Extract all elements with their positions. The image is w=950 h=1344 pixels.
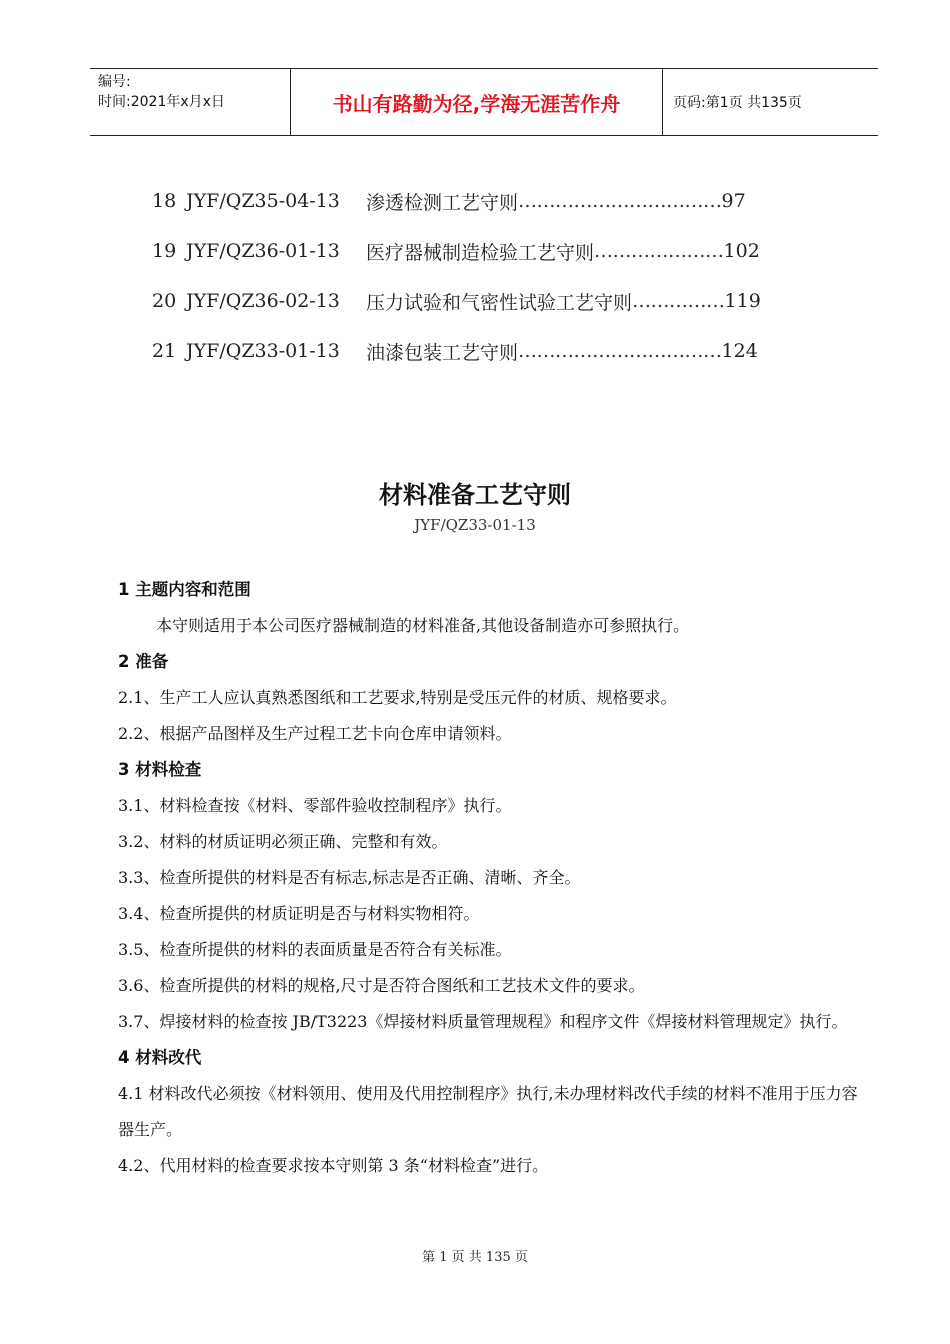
paragraph: 3.2、材料的材质证明必须正确、完整和有效。 bbox=[118, 832, 448, 851]
paragraph: 3.3、检查所提供的材料是否有标志,标志是否正确、清晰、齐全。 bbox=[118, 868, 581, 887]
header-page-label: 页码:第1页 共135页 bbox=[673, 95, 802, 111]
document-code: JYF/QZ33-01-13 bbox=[414, 516, 536, 534]
toc-code: JYF/QZ36-02-13 bbox=[186, 290, 340, 312]
toc-row[interactable] bbox=[152, 226, 761, 276]
toc-leader: …………… bbox=[632, 290, 725, 312]
paragraph: 4.1 材料改代必须按《材料领用、使用及代用控制程序》执行,未办理材料改代手续的材料不准用于压力容器生产。 bbox=[118, 1084, 858, 1139]
section-heading: 3 材料检查 bbox=[118, 760, 202, 779]
toc-number: 18 bbox=[152, 190, 177, 212]
toc-leader: …………………………… bbox=[518, 190, 722, 212]
toc-code: JYF/QZ33-01-13 bbox=[186, 340, 340, 362]
toc-number: 21 bbox=[152, 340, 177, 362]
toc-page: 102 bbox=[723, 240, 760, 262]
toc-title: 油漆包装工艺守则 bbox=[366, 341, 519, 364]
paragraph: 本守则适用于本公司医疗器械制造的材料准备,其他设备制造亦可参照执行。 bbox=[156, 616, 690, 635]
toc-row[interactable] bbox=[152, 276, 761, 326]
page-footer: 第 1 页 共 135 页 bbox=[422, 1250, 528, 1265]
paragraph: 4.2、代用材料的检查要求按本守则第 3 条“材料检查”进行。 bbox=[118, 1156, 549, 1175]
toc-page: 124 bbox=[721, 340, 758, 362]
toc-row[interactable] bbox=[152, 176, 761, 226]
toc-code: JYF/QZ36-01-13 bbox=[186, 240, 340, 262]
toc-leader: …………………………… bbox=[518, 340, 722, 362]
paragraph: 3.6、检查所提供的材料的规格,尺寸是否符合图纸和工艺技术文件的要求。 bbox=[118, 976, 645, 995]
paragraph: 2.2、根据产品图样及生产过程工艺卡向仓库申请领料。 bbox=[118, 724, 512, 743]
toc-page: 97 bbox=[721, 190, 746, 212]
paragraph: 3.4、检查所提供的材质证明是否与材料实物相符。 bbox=[118, 904, 480, 923]
toc-title: 医疗器械制造检验工艺守则 bbox=[366, 241, 595, 264]
header-meta bbox=[90, 69, 290, 135]
paragraph: 3.5、检查所提供的材料的表面质量是否符合有关标准。 bbox=[118, 940, 512, 959]
header-motto: 书山有路勤为径,学海无涯苦作舟 bbox=[290, 69, 663, 135]
table-of-contents bbox=[152, 176, 761, 376]
toc-title: 压力试验和气密性试验工艺守则 bbox=[366, 291, 633, 314]
section-heading: 1 主题内容和范围 bbox=[118, 580, 251, 599]
time-label: 时间:2021年x月x日 bbox=[98, 94, 225, 110]
document-body bbox=[118, 572, 858, 1184]
toc-title: 渗透检测工艺守则 bbox=[366, 191, 519, 214]
page-header bbox=[90, 68, 878, 136]
section-heading: 2 准备 bbox=[118, 652, 169, 671]
toc-leader: ………………… bbox=[594, 240, 724, 262]
toc-page: 119 bbox=[724, 290, 761, 312]
paragraph: 2.1、生产工人应认真熟悉图纸和工艺要求,特别是受压元件的材质、规格要求。 bbox=[118, 688, 677, 707]
toc-code: JYF/QZ35-04-13 bbox=[186, 190, 340, 212]
paragraph: 3.7、焊接材料的检查按 JB/T3223《焊接材料质量管理规程》和程序文件《焊接材料管理规定》执行。 bbox=[118, 1012, 848, 1031]
toc-row[interactable] bbox=[152, 326, 761, 376]
section-heading: 4 材料改代 bbox=[118, 1048, 202, 1067]
toc-number: 19 bbox=[152, 240, 177, 262]
serial-label: 编号: bbox=[98, 74, 131, 90]
document-title: 材料准备工艺守则 bbox=[379, 481, 571, 509]
paragraph: 3.1、材料检查按《材料、零部件验收控制程序》执行。 bbox=[118, 796, 512, 815]
toc-number: 20 bbox=[152, 290, 177, 312]
